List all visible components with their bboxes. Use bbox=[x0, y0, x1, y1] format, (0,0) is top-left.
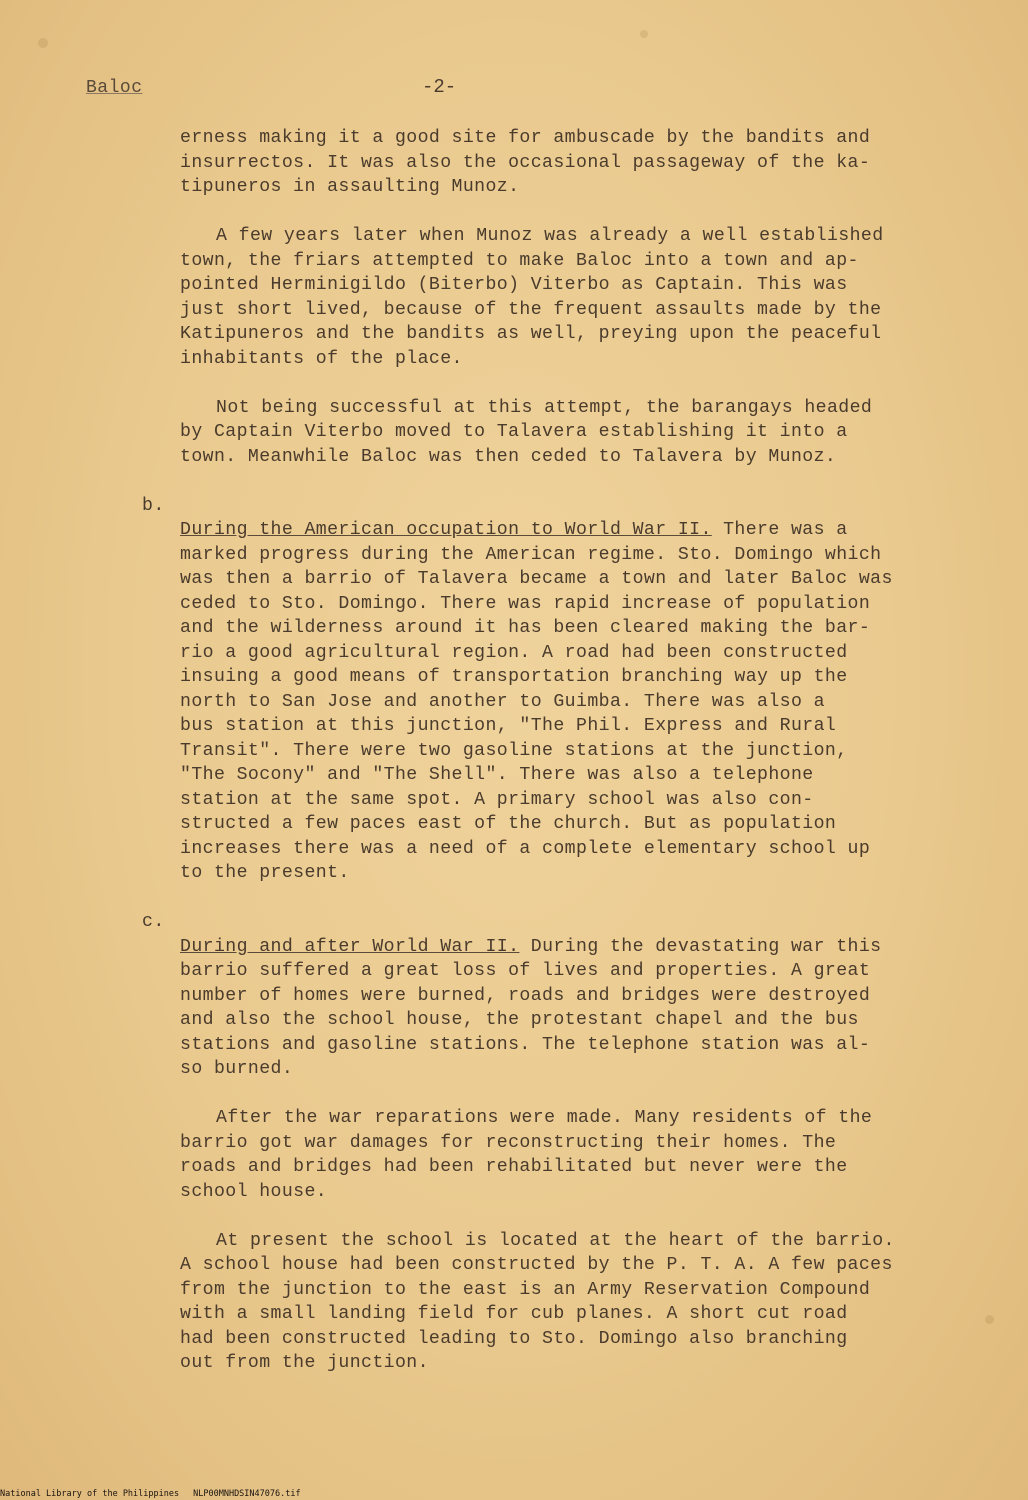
section-b-text: There was a marked progress during the American regime. Sto. Domingo which was then a barrio of Talavera became a town and later Baloc was ceded to Sto. Domingo. There was rapid increase of population and the wilderness around it has been cleared making the bar- rio a good agricultural region. A road had been constructed insuing a good means of transportation branching way up the north to San Jose and another to Guimba. There was also a bus station at this junction, "The Phil. Express and Rural Transit". There were two gasoline stations at the junction, "The Socony" and "The Shell". There was also a telephone station at the same spot. A primary school was also con- structed a few paces east of the church. But as population increases there was a need of a complete elementary school up to the present. bbox=[180, 520, 893, 883]
header-barrio-name-text: Baloc bbox=[86, 78, 143, 98]
header-barrio-name bbox=[86, 78, 143, 98]
paper-stain bbox=[38, 38, 48, 48]
document-body bbox=[142, 126, 960, 1400]
section-b-label: b. bbox=[142, 495, 165, 516]
section-b bbox=[142, 494, 960, 886]
paragraph-friars: A few years later when Munoz was already a well established town, the friars attempted to make Baloc into a town and ap- pointed Herminigildo (Biterbo) Viterbo as Captain. This was just short lived, because of the frequent assaults made by the Katipuneros and the bandits as well, preying upon the peaceful inhabitants of the place. bbox=[180, 226, 884, 369]
footer-filename: NLP00MNHDSIN47076.tif bbox=[193, 1489, 301, 1499]
section-c bbox=[142, 910, 960, 1082]
paragraph-continuation: erness making it a good site for ambuscade by the bandits and insurrectos. It was also the occasional passageway of the ka- tipuneros in assaulting Munoz. bbox=[180, 128, 871, 197]
section-c-text: During the devastating war this barrio suffered a great loss of lives and properties. A great number of homes were burned, roads and bridges were destroyed and also the school house, the protestant chapel and the bus stations and gasoline stations. The telephone station was al- so burned. bbox=[180, 936, 882, 1079]
section-b-heading: During the American occupation to World War II. bbox=[180, 520, 712, 540]
paragraph-talavera: Not being successful at this attempt, the barangays headed by Captain Viterbo moved to Talavera establishing it into a town. Meanwhile Baloc was then ceded to Talavera by Munoz. bbox=[180, 397, 873, 467]
scan-footer bbox=[0, 1489, 301, 1499]
page-number: -2- bbox=[422, 76, 457, 98]
paper-stain bbox=[640, 30, 648, 38]
paragraph-reparations: After the war reparations were made. Many residents of the barrio got war damages for reconstructing their homes. The roads and bridges had been rehabilitated but never were the school house. bbox=[180, 1108, 873, 1202]
paragraph-present: At present the school is located at the heart of the barrio. A school house had been constructed by the P. T. A. A few paces from the junction to the east is an Army Reservation Compound with a small landing field for cub planes. A short cut road had been constructed leading to Sto. Domingo also branching out from the junction. bbox=[180, 1230, 895, 1373]
section-c-heading: During and after World War II. bbox=[180, 936, 520, 957]
section-c-label: c. bbox=[142, 912, 165, 932]
footer-library: National Library of the Philippines bbox=[0, 1489, 180, 1499]
paper-stain bbox=[985, 1315, 994, 1324]
